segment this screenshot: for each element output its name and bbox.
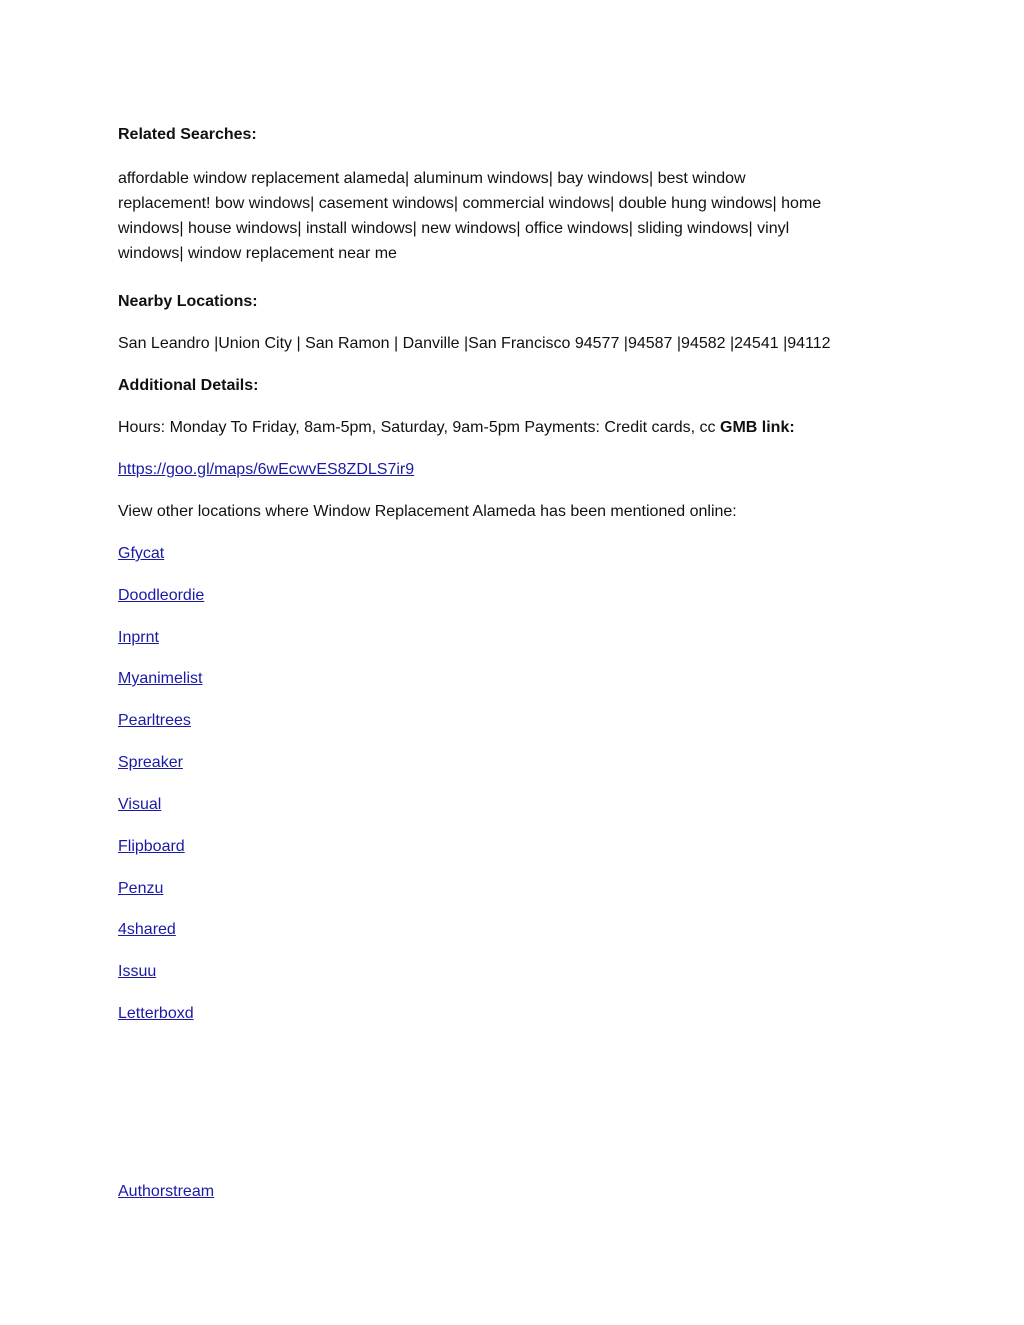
mention-item (118, 708, 898, 733)
link-flipboard[interactable]: Flipboard (118, 838, 185, 855)
link-letterboxd[interactable]: Letterboxd (118, 1005, 194, 1022)
nearby-locations-text: San Leandro |Union City | San Ramon | Danville |San Francisco 94577 |94587 |94582 |24541 |94112 (118, 335, 831, 352)
link-visual[interactable]: Visual (118, 796, 162, 813)
mention-item (118, 876, 898, 901)
nearby-locations-heading: Nearby Locations: (118, 293, 258, 310)
related-searches-text (118, 166, 898, 266)
mention-item (118, 917, 898, 942)
link-pearltrees[interactable]: Pearltrees (118, 712, 191, 729)
mention-item (118, 1179, 898, 1204)
mentions-intro: View other locations where Window Replacement Alameda has been mentioned online: (118, 503, 737, 520)
link-issuu[interactable]: Issuu (118, 963, 157, 980)
gmb-url-paragraph (118, 457, 898, 482)
gmb-url-link[interactable]: https://goo.gl/maps/6wEcwvES8ZDLS7ir9 (118, 461, 415, 478)
mention-item (118, 541, 898, 566)
link-inprnt[interactable]: Inprnt (118, 629, 159, 646)
mention-item (118, 666, 898, 691)
mention-item (118, 583, 898, 608)
mention-item (118, 792, 898, 817)
link-gfycat[interactable]: Gfycat (118, 545, 165, 562)
link-myanimelist[interactable]: Myanimelist (118, 670, 203, 687)
mention-item (118, 750, 898, 775)
related-searches-line: windows| window replacement near me (118, 245, 397, 262)
link-authorstream[interactable]: Authorstream (118, 1183, 215, 1200)
related-searches-heading: Related Searches: (118, 126, 257, 143)
mention-item (118, 834, 898, 859)
mention-item (118, 625, 898, 650)
related-searches-line: affordable window replacement alameda| aluminum windows| bay windows| best window (118, 170, 746, 187)
additional-details-heading: Additional Details: (118, 377, 259, 394)
mention-item (118, 959, 898, 984)
related-searches-line: windows| house windows| install windows| new windows| office windows| sliding windows| vinyl (118, 220, 790, 237)
link-doodleordie[interactable]: Doodleordie (118, 587, 205, 604)
gmb-link-label: GMB link: (720, 419, 795, 436)
mention-item (118, 1001, 898, 1026)
hours-text: Hours: Monday To Friday, 8am-5pm, Saturday, 9am-5pm Payments: Credit cards, cc (118, 419, 720, 436)
link-penzu[interactable]: Penzu (118, 880, 164, 897)
hours-payments-text (118, 415, 898, 440)
related-searches-line: replacement! bow windows| casement windows| commercial windows| double hung windows| home (118, 195, 822, 212)
link-4shared[interactable]: 4shared (118, 921, 176, 938)
link-spreaker[interactable]: Spreaker (118, 754, 183, 771)
